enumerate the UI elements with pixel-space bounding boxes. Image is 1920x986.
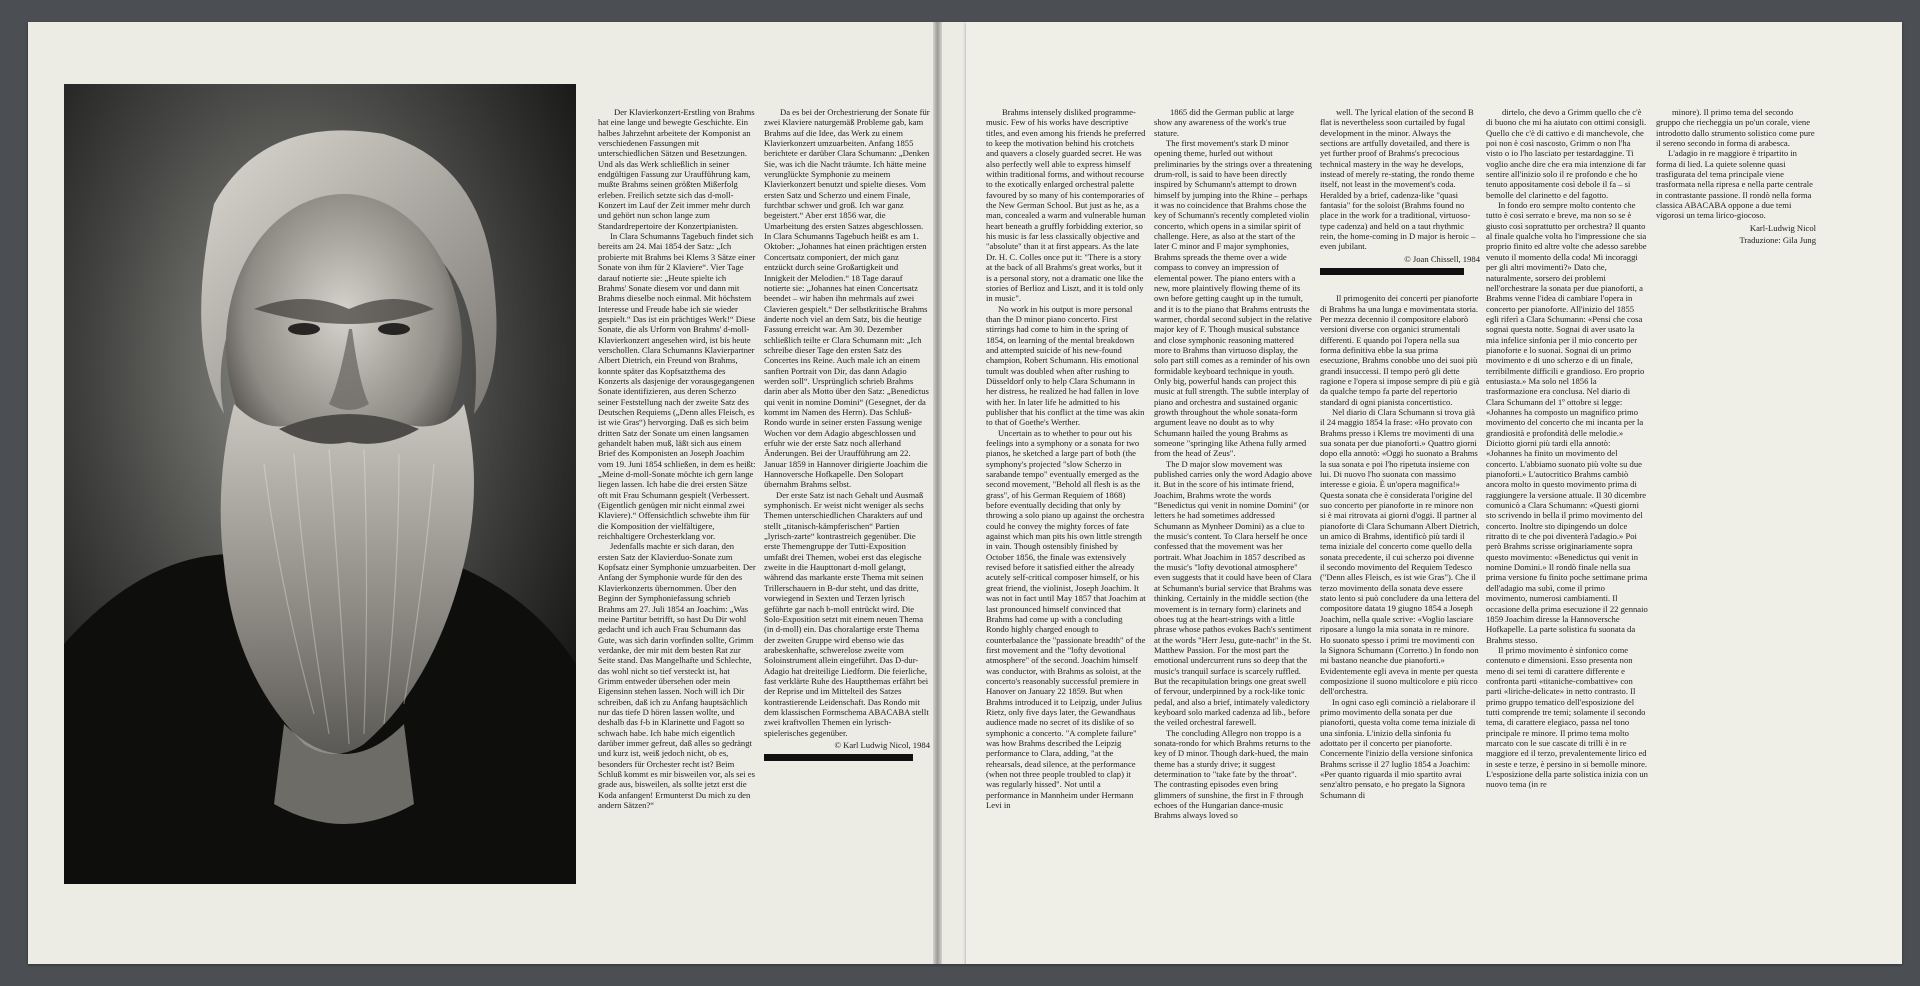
german-paragraph: Der erste Satz ist nach Gehalt und Ausmaß symphonisch. Er weist nicht weniger als sechs Themen unterschiedlichen Charakters auf und stellt „titanisch-kämpferischen“ Partien „lyrisch-zarte“ kontrastreich gegenüber. Die erste Themengruppe der Tutti-Exposition umfaßt drei Themen, wobei erst das elegische zweite in die Haupttonart d-moll gelangt, während das markante erste Thema mit seinen Trillerschauern in B-dur steht, und das dritte, vorwiegend in Sexten und Terzen lyrisch geführte gar nach b-moll entrückt wird. Die Solo-Exposition setzt mit einem neuen Thema (in d-moll) ein. Das choralartige erste Thema der zweiten Gruppe wird ebenso wie das arabeskenhafte, schwerelose zweite vom Soloinstrument allein eingeführt. Das D-dur-Adagio hat dreiteilige Liedform. Die feierliche, fast verklärte Ruhe des Hauptthemas erfährt bei der Reprise und im Mittelteil des Satzes kontrastierende Leidenschaft. Das Rondo mit dem klassischen Formschema ABACABA stellt zwei kraftvollen Themen ein lyrisch-spielerisches gegenüber.: [764, 489, 929, 738]
italian-paragraph: In fondo ero sempre molto contento che tutto è così serrato e breve, ma non so se è giusto così soprattutto per orchestra? Il quanto al finale qualche volta ho l'impressione che sia proprio finito ed altre volte che adesso sarebbe venuto il momento della coda! Mi incoraggi per gli altri movimenti?» Dato che, naturalmente, sorsero dei problemi nell'orchestrare la sonata per due pianoforti, a Brahms venne l'idea di cambiare l'opera in concerto per pianoforte. All'inizio del 1855 egli riferì a Clara Schumann: «Pensi che cosa sognai questa notte. Sognai di aver usato la mia infelice sinfonia per il mio concerto per pianoforte e lo suonai. Sognai di un primo movimento e di uno scherzo e di un finale, terribilmente difficili e grandioso. Ero proprio entusiasta.» Ma solo nel 1856 la trasformazione era conclusa. Nel diario di Clara Schumann del 1º ottobre si legge: «Johannes ha composto un magnifico primo movimento del concerto che mi incanta per la grandiosità e profondità delle melodie.» Diciotto giorni più tardi ella annotò: «Johannes ha finito un movimento del concerto. L'abbiamo suonato più volte su due pianoforti.» L'autocritico Brahms cambiò ancora molto in questo movimento prima di raggiungere la versione attuale. Il 30 dicembre comunicò a Clara Schumann: «Questi giorni sto scrivendo in bella il primo movimento del concerto. Inoltre sto dipingendo un dolce ritratto di te che poi diventerà l'adagio.» Poi però Brahms scrisse originariamente sopra questo movimento: «Benedictus qui venit in nomine Domini.» Il rondò finale nella sua prima versione fu finito poche settimane prima dell'adagio ma subì, come il primo movimento, numerosi cambiamenti. Il occasione della prima esecuzione il 22 gennaio 1859 Joachim diresse la Hannoversche Hofkapelle. La parte solistica fu suonata da Brahms stesso.: [1486, 200, 1648, 645]
german-paragraph: In Clara Schumanns Tagebuch findet sich bereits am 24. Mai 1854 der Satz: „Ich probierte mit Brahms bei Klems 3 Sätze einer Sonate von ihm für 2 Klaviere“. Vier Tage darauf notierte sie: „Heute spielte ich Brahms' Sonate diesem vor und dann mit Brahms dieselbe noch einmal. Mit höchstem Interesse und Freude habe ich sie wieder gespielt.“ Das ist ein prächtiges Werk!“ Diese Sonate, die als Urform von Brahms' d-moll-Klavierkonzert angesehen wird, ist bis heute verschollen. Clara Schumanns Klavierpartner Albert Dietrich, ein Freund von Brahms, konnte später das Kopfsatzthema des Konzerts als dasjenige der vorausgegangenen Sonate identifizieren, aus deren Scherzo seiner Feststellung nach der zweite Satz des Deutschen Requiems („Denn alles Fleisch, es ist wie Gras“) hervorging. Daß es sich beim dritten Satz der Sonate um einen langsamen gehandelt haben muß, läßt sich aus einem Brief des Komponisten an Joseph Joachim vom 19. Juni 1854 schließen, in dem es heißt: „Meine d-moll-Sonate möchte ich gern lange liegen lassen. Ich habe die drei ersten Sätze oft mit Frau Schumann gespielt (Verbessert. (Eigentlich genügen mir nicht einmal zwei Klaviere).“ Offensichtlich schwebte ihm für die Komposition der vielfältigere, reichhaltigere Orchesterklang vor.: [598, 231, 756, 542]
english-author-signature: © Joan Chissell, 1984: [1404, 253, 1480, 264]
italian-paragraph: Nel diario di Clara Schumann si trova già il 24 maggio 1854 la frase: «Ho provato con Brahms presso i Klems tre movimenti di una sua sonata per due pianoforti.» Quattro giorni dopo ella annotò: «Oggi ho suonato a Brahms la sua sonata e poi l'ho ripetuta insieme con lui. Di nuovo l'ho suonata con massimo interesse e gioia. È un'opera magnifica!» Questa sonata che è considerata l'origine del suo concerto per pianoforte in re minore non si è mai ritrovata ai giorni d'oggi. Il partner al pianoforte di Clara Schumann Albert Dietrich, un amico di Brahms, identificò più tardi il tema iniziale del concerto come quello della sonata precedente, il cui scherzo poi divenne il secondo movimento del Requiem Tedesco ("Denn alles Fleisch, es ist wie Gras"). Che il terzo movimento della sonata deve essere stato lento si può concludere da una lettera del compositore datata 19 giugno 1854 a Joseph Joachim, nella quale scrive: «Voglio lasciare riposare a lungo la mia sonata in re minore. Ho suonato spesso i primi tre movimenti con la Signora Schumann (Corretto.) In fondo non mi bastano neanche due pianoforti.» Evidentemente egli aveva in mente per questa composizione il suono multicolore e più ricco dell'orchestra.: [1320, 406, 1480, 697]
section-divider-bar: [1320, 268, 1464, 275]
right-page: [966, 22, 1902, 964]
english-text-column-1: [986, 107, 1146, 887]
english-paragraph: Uncertain as to whether to pour out his feelings into a symphony or a sonata for two pianos, he sketched a large part of both (the symphony's projected "slow Scherzo in sarabande tempo" eventually emerged as the second movement, "Behold all flesh is as the grass", of his German Requiem of 1868) before eventually deciding that only by throwing a solo piano up against the orchestra could he convey the mighty forces of fate against which man pits his own little strength in vain. Though ostensibly finished by October 1856, the finale was extensively revised before it satisfied either the already acutely self-critical composer himself, or his great friend, the violinist, Joseph Joachim. It was not in fact until May 1857 that Joachim at last pronounced himself convinced that Brahms had come up with a concluding Rondo highly charged enough to counterbalance the "passionate breadth" of the first movement and the "lofty devotional atmosphere" of the second. Joachim himself was conductor, with Brahms as soloist, at the concerto's reasonably successful premiere in Hanover on January 22 1859. But when Brahms introduced it to Leipzig, under Julius Rietz, only five days later, the Gewandhaus audience made no secret of its dislike of so symphonic a concerto. "A complete failure" was how Brahms described the Leipzig performance to Clara, adding, "at the rehearsals, dead silence, at the performance (when not three people troubled to clap) it was regularly hissed". Not until a performance in Mannheim under Hermann Levi in: [986, 427, 1146, 811]
english-paragraph: The concluding Allegro non troppo is a sonata-rondo for which Brahms returns to the key of D minor. Though dark-hued, the main theme has a sturdy drive; it suggest determination to "take fate by the throat". The contrasting episodes even bring glimmers of sunshine, the first in F through echoes of the Hungarian dance-music Brahms always loved so: [1154, 727, 1311, 821]
english-paragraph: The first movement's stark D minor opening theme, hurled out without preliminaries by the strings over a threatening drum-roll, is said to have been directly inspired by Schumann's attempt to drown himself by jumping into the Rhine – perhaps it was no coincidence that Brahms chose the key of Schumann's recently completed violin concerto, which opens in a similar spirit of challenge. Here, as also at the start of the later C minor and F major symphonies, Brahms spreads the theme over a wide compass to convey an impression of elemental power. The piano enters with a new, more plaintively flowing theme of its own before getting caught up in the tumult, and it is to the piano that Brahms entrusts the warmer, chordal second subject in the relative major key of F. Though musical substance and close symphonic reasoning mattered more to Brahms than virtuoso display, the solo part still comes as a reminder of his own formidable keyboard technique in youth. Only big, powerful hands can project this music at full strength. The subtle interplay of piano and orchestra and sustained organic growth throughout the whole sonata-form argument leave no doubt as to why Schumann hailed the young Brahms as someone "springing like Athena fully armed from the head of Zeus".: [1154, 138, 1312, 459]
english-italian-text-column: [1320, 107, 1480, 887]
left-page: [28, 22, 966, 964]
english-paragraph: 1865 did the German public at large show any awareness of the work's true stature.: [1154, 107, 1294, 138]
german-paragraph: Da es bei der Orchestrierung der Sonate für zwei Klaviere naturgemäß Probleme gab, kam Brahms auf die Idee, das Werk zu einem Klavierkonzert umzuarbeiten. Anfang 1855 berichtete er darüber Clara Schumann: „Denken Sie, was ich die Nacht träumte. Ich hätte meine verunglückte Symphonie zu meinem Klavierkonzert benutzt und spielte dieses. Vom ersten Satz und Scherzo und einem Finale, furchtbar schwer und groß. Ich war ganz begeistert.“ Aber erst 1856 war, die Umarbeitung des ersten Satzes abgeschlossen. In Clara Schumanns Tagebuch heißt es am 1. Oktober: „Johannes hat einen prächtigen ersten Concertsatz componiert, der mich ganz entzückt durch seine Großartigkeit und Innigkeit der Melodien.“ 18 Tage darauf notierte sie: „Johannes hat einen Concertsatz beendet – wir haben ihn mehrmals auf zwei Clavieren gespielt.“ Der selbstkritische Brahms änderte noch viel an dem Satz, bis die heutige Fassung erreicht war. Am 30. Dezember schließlich teilte er Clara Schumann mit: „Ich schreibe dieser Tage den ersten Satz des Concertes ins Reine. Auch male ich an einem sanften Portrait von Dir, das dann Adagio werden soll“. Ursprünglich schrieb Brahms darin aber als Motto über den Satz: „Benedictus qui venit in nomine Domini“ (Gesegnet, der da kommt im Namen des Herrn). Das Schluß-Rondo wurde in seiner ersten Fassung wenige Wochen vor dem Adagio abgeschlossen und erfuhr wie der erste Satz noch allerhand Änderungen. Bei der Uraufführung am 22. Januar 1859 in Hannover dirigierte Joachim die Hannoversche Hofkapelle. Den Solopart übernahm Brahms selbst.: [764, 107, 930, 490]
italian-paragraph: Il primogenito dei concerti per pianoforte di Brahms ha una lunga e movimentata storia. Per mezza decennio il compositore elaborò versioni diverse con organici strumentali differenti. E quando poi l'opera nella sua forma definitiva ebbe la sua prima esecuzione, Brahms conobbe uno dei suoi più grandi insuccessi. Il tempo però gli dette ragione e l'opera si impose sempre di più e già da qualche tempo fa parte del repertorio standard di ogni pianista concertistico.: [1320, 293, 1480, 407]
english-paragraph: The D major slow movement was published carries only the word Adagio above it. But in the score of his intimate friend, Joachim, Brahms wrote the words "Benedictus qui venit in nomine Domini" (or letters he had sometimes addressed Schumann as Mynheer Domini) as a clue to the music's content. To Clara herself he once confessed that the movement was her portrait. What Joachim in 1857 described as the music's "lofty devotional atmosphere" even suggests that it could have been of Clara at Schumann's burial service that Brahms was thinking. Certainly in the middle section (the movement is in ternary form) clarinets and oboes tug at the heart-strings with a little phrase whose pathos evokes Bach's sentiment at the words "Herr Jesu, gute-nacht" in the St. Matthew Passion. For the most part the emotional undercurrent runs so deep that the music's tranquil surface is scarcely ruffled. But the recapitulation brings one great swell of fervour, underpinned by a rock-like tonic pedal, and also a brief, intimately valedictory keyboard solo marked cadenza ad lib., before the veiled orchestral farewell.: [1154, 458, 1312, 728]
english-text-column-2: [1154, 107, 1312, 887]
italian-text-column-2: [1486, 107, 1648, 887]
section-divider-bar: [764, 754, 913, 761]
german-author-signature: © Karl Ludwig Nicol, 1984: [834, 739, 930, 750]
german-paragraph: Der Klavierkonzert-Erstling von Brahms hat eine lange und bewegte Geschichte. Ein halbes Jahrzehnt arbeitete der Komponist an verschiedenen Fassungen mit unterschiedlichen Sätzen und Besetzungen. Und als das Werk schließlich in seiner endgültigen Fassung zur Uraufführung kam, mußte Brahms seinen größten Mißerfolg erleben. Freilich setzte sich das d-moll-Konzert im Lauf der Zeit immer mehr durch und gehört nun schon lange zum Standardrepertoire der Konzertpianisten.: [598, 107, 755, 231]
english-paragraph: well. The lyrical elation of the second B flat is nevertheless soon curtailed by fugal development in the minor. Always the sections are artfully dovetailed, and there is yet further proof of Brahms's precocious technical mastery in the way he develops, instead of merely re-stating, the rondo theme itself, not least in the movement's coda. Heralded by a brief, cadenza-like "quasi fantasia" for the soloist (Brahms found no place in the work for a traditional, virtuoso-type cadenza) and held on a taut rhythmic rein, the home-coming in D major is heroic – even jubilant.: [1320, 107, 1476, 252]
portrait-illustration: [64, 84, 576, 884]
italian-text-column-3: [1656, 107, 1816, 887]
english-paragraph: No work in his output is more personal than the D minor piano concerto. First stirrings had come to him in the spring of 1854, on learning of the mental breakdown and attempted suicide of his new-found champion, Robert Schumann. His emotional tumult was doubled when after rushing to Düsseldorf only to help Clara Schumann in her distress, he realized he had fallen in love with her. In later life he admitted to his publisher that his conflict at the time was akin to that of Goethe's Werther.: [986, 303, 1145, 428]
italian-translator-credit: Traduzione: Gila Jung: [1739, 235, 1816, 246]
brahms-portrait-photo: [64, 84, 576, 884]
italian-paragraph: Il primo movimento è sinfonico come contenuto e dimensioni. Esso presenta non meno di sei temi di carattere differente e confronta parti «titaniche-combattive» con parti «liriche-delicate» in netto contrasto. Il primo gruppo tematico dell'esposizione del tutti comprende tre temi; solamente il secondo tema, di carattere elegiaco, passa nel tono principale re minore. Il primo tema molto marcato con le sue cascate di trilli è in re maggiore ed il terzo, prevalentemente lirico ed in seste e terze, è persino in si bemolle minore. L'esposizione della parte solistica inizia con un nuovo tema (in re: [1486, 644, 1648, 790]
cd-booklet-spread: [28, 22, 1904, 964]
italian-paragraph: L'adagio in re maggiore è tripartito in forma di lied. La quiete solenne quasi trasfigurata del tema principale viene trasformata nella ripresa e nella parte centrale in contrastante passione. Il rondò nella forma classica ABACABA oppone a due temi vigorosi un tema lirico-giocoso.: [1656, 148, 1813, 221]
italian-author-signature: Karl-Ludwig Nicol: [1749, 222, 1816, 233]
english-paragraph: Brahms intensely disliked programme-music. Few of his works have descriptive titles, and even among his friends he preferred to keep the motivation behind his crotchets and quavers a closely guarded secret. He was also perfectly well able to express himself within traditional forms, and without recourse to the exotically enlarged orchestral palette favoured by so many of his contemporaries of the New German School. But just as he, as a man, concealed a warm and vulnerable human heart beneath a gruffly forbidding exterior, so his music is far less classically objective and "absolute" than it at first appears. As the late Dr. H. C. Colles once put it: "There is a story at the back of all Brahms's great works, but it is a personal story, not a dramatic one like the stories of Berlioz and Liszt, and it is told only in music".: [986, 107, 1146, 304]
italian-paragraph: minore). Il primo tema del secondo gruppo che riecheggia un po'un corale, viene introdotto dallo strumento solistico come pure il sereno secondo in forma di arabesca.: [1656, 107, 1815, 149]
german-paragraph: Jedenfalls machte er sich daran, den ersten Satz der Klavierduo-Sonate zum Kopfsatz einer Symphonie umzuarbeiten. Der Anfang der Symphonie wurde für den des Klavierkonzerts übernommen. Über den Beginn der Symphoniefassung schrieb Brahms am 27. Juli 1854 an Joachim: „Was meine Partitur betrifft, so hast Du Dir wohl gedacht und ich auch Frau Schumann das Gute, was sich darin vorfinden sollte, Grimm verdanke, der mir mit dem besten Rat zur Seite stand. Das Mangelhafte und Schlechte, das wohl nicht so tief versteckt ist, hat Grimm entweder übersehen oder mein Eigensinn stehen lassen. Noch will ich Dir schreiben, daß ich zu Anfang hauptsächlich nur das tiefe D hören lassen wollte, und deshalb das f-b in Klarinette und Fagott so schwach habe. Ich habe mich eigentlich darüber immer gefreut, daß alles so gedrängt und kurz ist, weiß jedoch nicht, ob es, besonders für Orchester recht ist? Beim Schluß kommt es mir bisweilen vor, als sei es grade aus, bisweilen, als sollte jetzt erst die Koda anfangen! Ermunterst Du mich zu den andern Sätzen?“: [598, 541, 756, 811]
booklet-spine-fold: [933, 22, 942, 964]
italian-paragraph: dirtelo, che devo a Grimm quello che c'è di buono che mi ha aiutato con ottimi consigli. Quello che c'è di cattivo e di manchevole, che poi non è così nascosto, Grimm o non l'ha visto o io l'ho lasciato per testardaggine. Ti voglio anche dire che era mia intenzione di far sentire all'inizio solo il re profondo e che ho tenuto appositamente così debole il fa – si bemolle del clarinetto e del fagotto.: [1486, 107, 1647, 200]
german-text-column-2: [764, 107, 930, 887]
italian-paragraph: In ogni caso egli cominciò a rielaborare il primo movimento della sonata per due pianoforti, questa volta come tema iniziale di una sinfonia. L'inizio della sinfonia fu adottato per il concerto per pianoforte. Concernente l'inizio della versione sinfonica Brahms scrisse il 27 luglio 1854 a Joachim: «Per quanto riguarda il mio spartito avrai senz'altro pensato, e ho pregato la Signora Schumann di: [1320, 696, 1476, 800]
german-text-column-1: [598, 107, 756, 887]
